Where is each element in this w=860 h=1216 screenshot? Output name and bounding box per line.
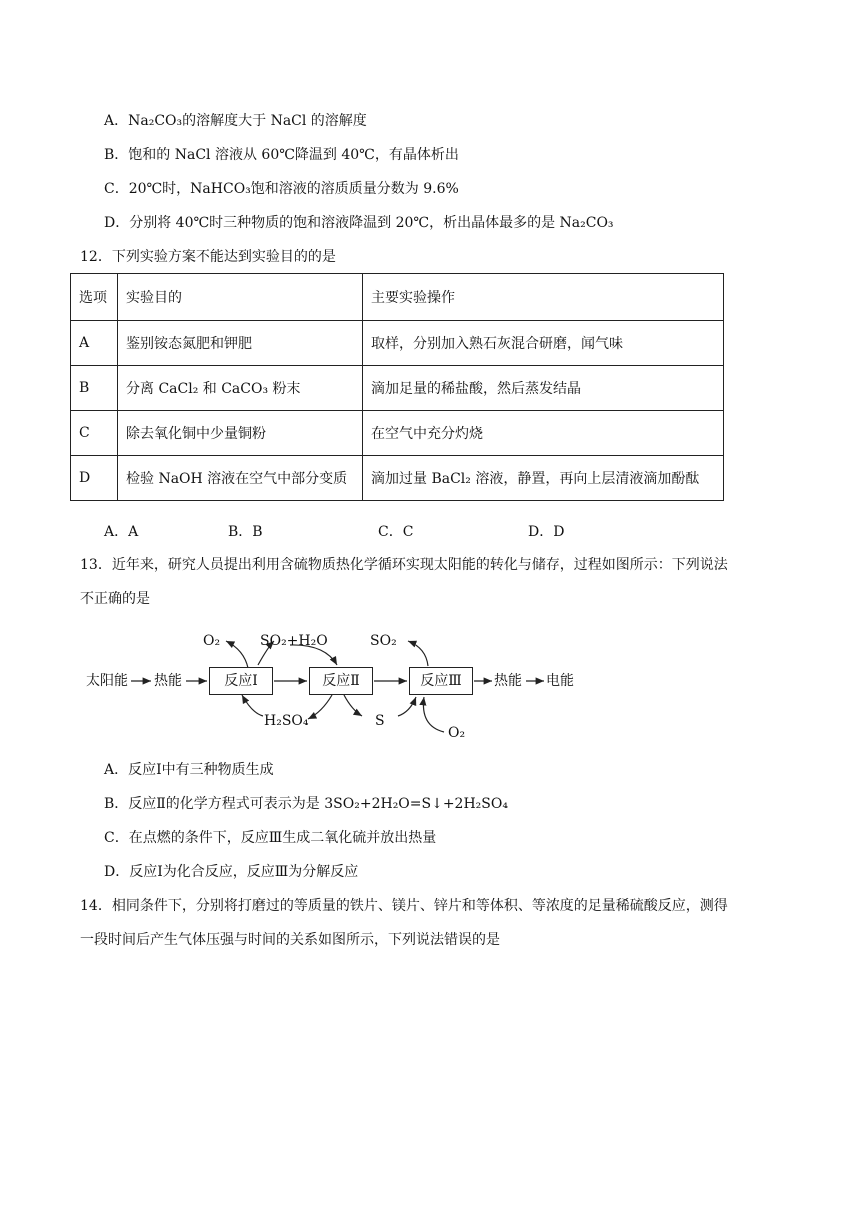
table-cell: B (71, 366, 118, 411)
table-cell: C (71, 411, 118, 456)
q14-stem-line2: 一段时间后产生气体压强与时间的关系如图所示，下列说法错误的是 (80, 932, 500, 948)
table-cell: 除去氧化铜中少量铜粉 (118, 411, 363, 456)
table-cell: D (71, 456, 118, 501)
q11-option-c: C．20℃时，NaHCO₃饱和溶液的溶质质量分数为 9.6% (104, 181, 459, 197)
heat-energy-label: 热能 (154, 673, 182, 689)
so2-h2o-label: SO₂+H₂O (260, 633, 328, 649)
sulfur-label: S (375, 713, 385, 729)
reaction-2-box: 反应Ⅱ (309, 667, 373, 695)
table-cell: 滴加足量的稀盐酸，然后蒸发结晶 (363, 366, 724, 411)
so2-product-label: SO₂ (370, 633, 397, 649)
heat-energy-label-2: 热能 (494, 673, 522, 689)
table-header-cell: 选项 (71, 274, 118, 321)
o2-reactant-label: O₂ (448, 725, 466, 741)
reaction-1-box: 反应Ⅰ (209, 667, 273, 695)
table-header-cell: 主要实验操作 (363, 274, 724, 321)
q13-stem-line2: 不正确的是 (80, 591, 150, 607)
electric-energy-label: 电能 (546, 673, 574, 689)
h2so4-label: H₂SO₄ (264, 713, 309, 729)
table-cell: A (71, 321, 118, 366)
q13-option-a: A．反应Ⅰ中有三种物质生成 (104, 762, 274, 778)
q12-choice-b: B．B (228, 524, 263, 540)
q12-choice-a: A．A (104, 524, 139, 540)
reaction-3-box: 反应Ⅲ (409, 667, 473, 695)
table-header-cell: 实验目的 (118, 274, 363, 321)
q13-option-b: B．反应Ⅱ的化学方程式可表示为是 3SO₂+2H₂O=S↓+2H₂SO₄ (104, 796, 508, 812)
table-cell: 在空气中充分灼烧 (363, 411, 724, 456)
q13-option-d: D．反应Ⅰ为化合反应，反应Ⅲ为分解反应 (104, 864, 359, 880)
solar-energy-label: 太阳能 (86, 673, 128, 689)
table-cell: 取样，分别加入熟石灰混合研磨，闻气味 (363, 321, 724, 366)
q12-choice-c: C．C (378, 524, 414, 540)
q11-option-d: D．分别将 40℃时三种物质的饱和溶液降温到 20℃，析出晶体最多的是 Na₂CO₃ (104, 215, 614, 231)
q12-choice-d: D．D (528, 524, 565, 540)
table-cell: 滴加过量 BaCl₂ 溶液，静置，再向上层清液滴加酚酞 (363, 456, 724, 501)
q12-stem: 12．下列实验方案不能达到实验目的的是 (80, 249, 336, 265)
table-cell: 分离 CaCl₂ 和 CaCO₃ 粉末 (118, 366, 363, 411)
table-cell: 检验 NaOH 溶液在空气中部分变质 (118, 456, 363, 501)
q13-stem-line1: 13．近年来，研究人员提出利用含硫物质热化学循环实现太阳能的转化与储存，过程如图所示：下列说法 (80, 557, 728, 573)
q11-option-b: B．饱和的 NaCl 溶液从 60℃降温到 40℃，有晶体析出 (104, 147, 459, 163)
o2-product-label: O₂ (203, 633, 221, 649)
q13-option-c: C．在点燃的条件下，反应Ⅲ生成二氧化硫并放出热量 (104, 830, 437, 846)
table-cell: 鉴别铵态氮肥和钾肥 (118, 321, 363, 366)
q11-option-a: A．Na₂CO₃的溶解度大于 NaCl 的溶解度 (104, 113, 367, 129)
q14-stem-line1: 14．相同条件下，分别将打磨过的等质量的铁片、镁片、锌片和等体积、等浓度的足量稀硫酸反应，测得 (80, 898, 728, 914)
